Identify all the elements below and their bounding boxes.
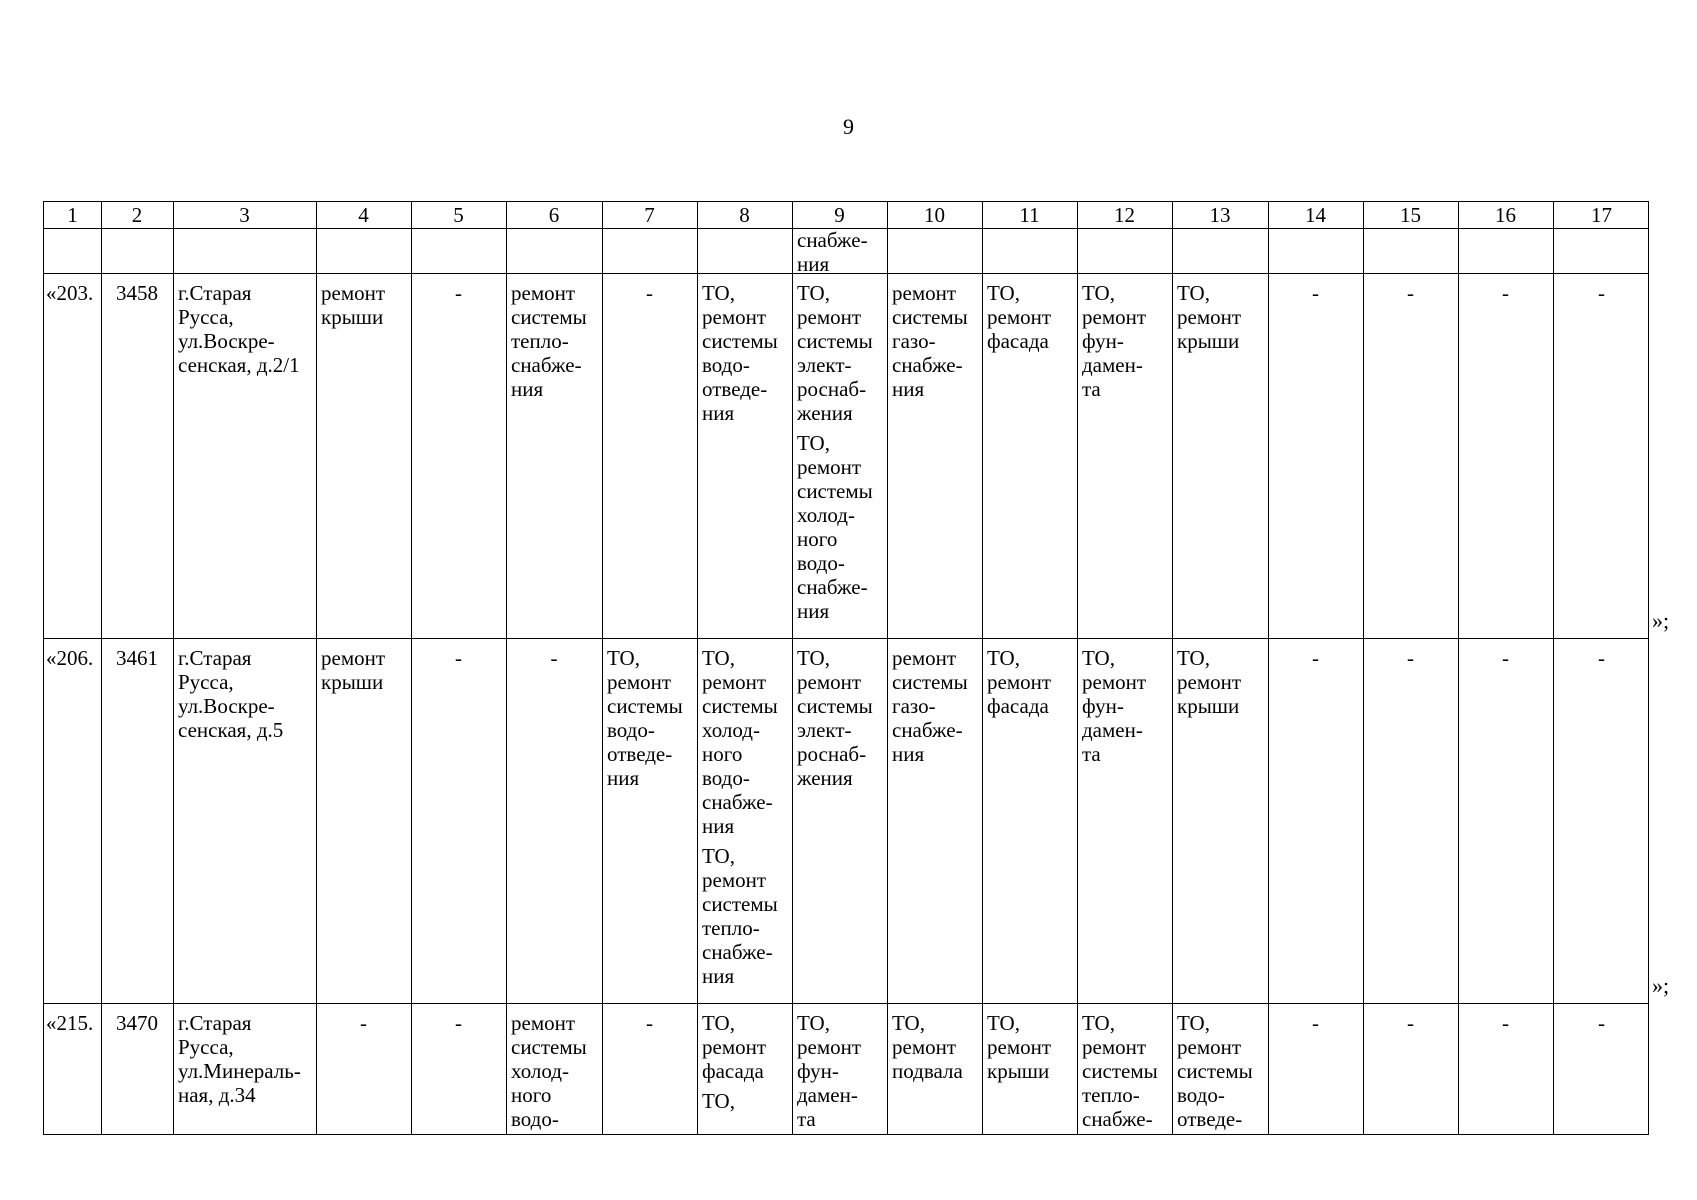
- column-header-13: 13: [1209, 203, 1231, 227]
- page-number: 9: [843, 114, 854, 139]
- work-cell-col-11: [987, 1011, 1072, 1083]
- work-entry: -: [455, 281, 462, 305]
- row-divider: [44, 1003, 1648, 1004]
- work-cell-col-16: [1458, 646, 1553, 670]
- work-cell-col-15: [1363, 281, 1458, 305]
- work-entry: -: [646, 1011, 653, 1035]
- work-cell-col-9: [797, 1011, 882, 1131]
- work-entry: ТО, ремонт подвала: [892, 1011, 963, 1083]
- column-header-11: 11: [1019, 203, 1040, 227]
- work-entry: ТО, ремонт фасада: [702, 1011, 767, 1083]
- work-entry: ТО, ремонт системы холод- ного водо- снабже- ния: [797, 431, 873, 623]
- column-divider: [887, 202, 888, 1134]
- work-cell-col-13: [1177, 646, 1263, 718]
- object-address: г.Старая Русса, ул.Воскре- сенская, д.5: [178, 646, 284, 742]
- work-cell-col-11: [987, 646, 1072, 718]
- work-entry: ТО, ремонт системы тепло- снабже-: [1082, 1011, 1158, 1131]
- column-divider: [982, 202, 983, 1134]
- column-header-4: 4: [358, 203, 369, 227]
- column-divider: [792, 202, 793, 1134]
- column-header-14: 14: [1305, 203, 1326, 227]
- work-cell-col-16: [1458, 1011, 1553, 1035]
- work-entry: -: [1598, 281, 1605, 305]
- work-cell-col-7: [602, 281, 697, 305]
- work-entry: ТО, ремонт фасада: [987, 281, 1052, 353]
- work-cell-col-9: [797, 281, 882, 623]
- work-entry: ремонт системы газо- снабже- ния: [892, 281, 968, 401]
- work-cell-col-4: [321, 281, 406, 329]
- work-entry: -: [1407, 1011, 1414, 1035]
- column-header-7: 7: [644, 203, 655, 227]
- work-entry: -: [646, 281, 653, 305]
- work-cell-col-17: [1553, 646, 1650, 670]
- work-entry: ТО, ремонт системы водо- отведе-: [1177, 1011, 1253, 1131]
- work-cell-col-6: [506, 646, 602, 670]
- work-cell-col-14: [1268, 281, 1363, 305]
- column-header-6: 6: [548, 203, 560, 227]
- work-entry: ТО,: [702, 1089, 735, 1113]
- work-cell-col-16: [1458, 281, 1553, 305]
- work-cell-col-6: [511, 1011, 597, 1131]
- work-entry: -: [455, 1011, 462, 1035]
- column-header-15: 15: [1400, 203, 1421, 227]
- work-entry: ТО, ремонт крыши: [987, 1011, 1052, 1083]
- work-cell-col-4: [316, 1011, 411, 1035]
- column-divider: [602, 202, 603, 1134]
- work-entry: ТО, ремонт системы холод- ного водо- снабже- ния: [702, 646, 778, 838]
- work-cell-col-14: [1268, 646, 1363, 670]
- work-cell-col-14: [1268, 1011, 1363, 1035]
- work-entry: ТО, ремонт крыши: [1177, 646, 1242, 718]
- object-address: г.Старая Русса, ул.Минераль- ная, д.34: [178, 1011, 301, 1107]
- row-end-mark: »;: [1652, 973, 1670, 998]
- work-cell-col-12: [1082, 281, 1167, 401]
- column-header-16: 16: [1495, 203, 1516, 227]
- work-cell-col-4: [321, 646, 406, 694]
- column-divider: [173, 202, 174, 1134]
- work-cell-col-8: [702, 646, 787, 988]
- work-entry: -: [1598, 1011, 1605, 1035]
- work-cell-col-5: [411, 646, 506, 670]
- column-header-5: 5: [453, 203, 464, 227]
- work-entry: ТО, ремонт фасада: [987, 646, 1052, 718]
- column-header-10: 10: [924, 203, 945, 227]
- work-cell-col-8: [702, 1011, 787, 1113]
- work-cell-col-9: [797, 646, 882, 790]
- work-entry: ремонт крыши: [321, 281, 386, 329]
- work-entry: ремонт крыши: [321, 646, 386, 694]
- object-code: 3470: [116, 1011, 158, 1035]
- work-entry: ТО, ремонт фун- дамен- та: [1082, 281, 1147, 401]
- work-cell-col-15: [1363, 1011, 1458, 1035]
- work-entry: ремонт системы газо- снабже- ния: [892, 646, 968, 766]
- row-number: «215.: [46, 1011, 94, 1035]
- work-cell-col-10: [892, 646, 977, 766]
- object-address: г.Старая Русса, ул.Воскре- сенская, д.2/1: [178, 281, 300, 377]
- work-cell-col-5: [411, 281, 506, 305]
- work-entry: -: [455, 646, 462, 670]
- work-entry: -: [1312, 1011, 1319, 1035]
- work-entry: ТО, ремонт системы элект- роснаб- жения: [797, 281, 873, 425]
- work-entry: -: [360, 1011, 367, 1035]
- object-code: 3461: [116, 646, 158, 670]
- column-header-9: 9: [834, 203, 845, 227]
- work-cell-col-7: [602, 1011, 697, 1035]
- work-entry: ТО, ремонт фун- дамен- та: [797, 1011, 862, 1131]
- column-header-12: 12: [1114, 203, 1135, 227]
- work-entry: ТО, ремонт крыши: [1177, 281, 1242, 353]
- work-entry: ТО, ремонт системы водо- отведе- ния: [702, 281, 778, 425]
- work-cell-col-8: [702, 281, 787, 425]
- work-entry: -: [1312, 646, 1319, 670]
- work-cell-col-13: [1177, 1011, 1263, 1131]
- work-entry: -: [1598, 646, 1605, 670]
- work-cell-col-11: [987, 281, 1072, 353]
- row-end-mark: »;: [1652, 608, 1670, 633]
- column-header-2: 2: [131, 203, 143, 227]
- work-cell-col-6: [511, 281, 597, 401]
- work-cell-col-12: [1082, 646, 1167, 766]
- work-cell-col-13: [1177, 281, 1263, 353]
- work-entry: -: [1502, 1011, 1509, 1035]
- row-number: «203.: [46, 281, 94, 305]
- column-header-3: 3: [239, 203, 250, 227]
- column-header-17: 17: [1591, 203, 1612, 227]
- work-cell-col-5: [411, 1011, 506, 1035]
- work-entry: ТО, ремонт системы тепло- снабже- ния: [702, 844, 778, 988]
- data-table: [43, 201, 1649, 1135]
- continuation-cell: снабже- ния: [797, 228, 868, 276]
- column-divider: [697, 202, 698, 1134]
- work-cell-col-10: [892, 281, 977, 401]
- work-cell-col-12: [1082, 1011, 1167, 1131]
- object-code: 3458: [116, 281, 158, 305]
- work-cell-col-17: [1553, 281, 1650, 305]
- work-entry: -: [1312, 281, 1319, 305]
- column-divider: [1172, 202, 1173, 1134]
- work-cell-col-15: [1363, 646, 1458, 670]
- column-header-8: 8: [739, 203, 750, 227]
- work-entry: ТО, ремонт фун- дамен- та: [1082, 646, 1147, 766]
- work-cell-col-7: [607, 646, 692, 790]
- work-entry: -: [1407, 646, 1414, 670]
- work-entry: -: [1502, 646, 1509, 670]
- work-cell-col-10: [892, 1011, 977, 1083]
- column-divider: [1077, 202, 1078, 1134]
- work-entry: ТО, ремонт системы водо- отведе- ния: [607, 646, 683, 790]
- column-header-1: 1: [67, 203, 78, 227]
- work-entry: -: [1502, 281, 1509, 305]
- work-cell-col-17: [1553, 1011, 1650, 1035]
- row-divider: [44, 638, 1648, 639]
- work-entry: ремонт системы холод- ного водо-: [511, 1011, 587, 1131]
- work-entry: ТО, ремонт системы элект- роснаб- жения: [797, 646, 873, 790]
- work-entry: -: [1407, 281, 1414, 305]
- work-entry: -: [550, 646, 558, 670]
- row-number: «206.: [46, 646, 94, 670]
- work-entry: ремонт системы тепло- снабже- ния: [511, 281, 587, 401]
- column-divider: [316, 202, 317, 1134]
